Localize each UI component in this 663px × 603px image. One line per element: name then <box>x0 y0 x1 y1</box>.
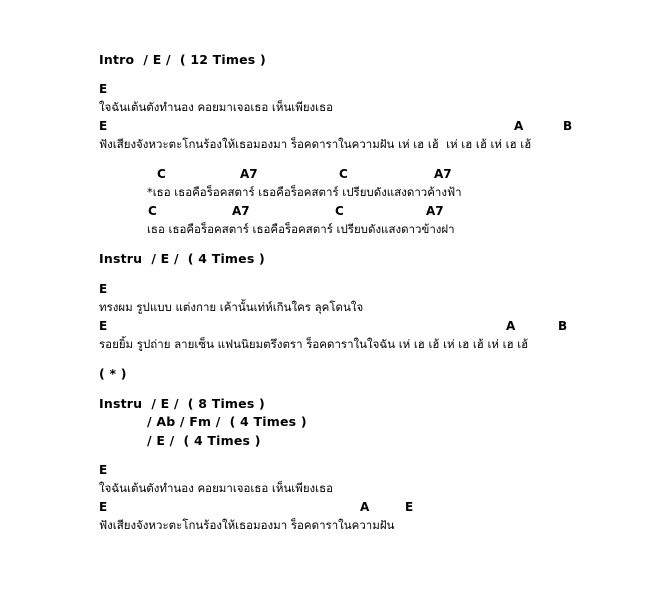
lyric-line: ทรงผม รูปแบบ แต่งกาย เค้านั้นเท่ห์เกินใคร ลุคโดนใจ <box>99 300 364 314</box>
chorus-chord: A7 <box>426 204 444 218</box>
chord-line: E <box>99 319 108 333</box>
lyric-line: ใจฉันเต้นตังทำนอง คอยมาเจอเธอ เห็นเพียงเธอ <box>99 481 334 495</box>
chord-a: A <box>360 500 370 514</box>
chorus-chord: C <box>148 204 157 218</box>
chorus-chord: A7 <box>434 167 452 181</box>
chord-b: B <box>558 319 568 333</box>
chorus-chord: C <box>339 167 348 181</box>
refrain-mark: ( * ) <box>99 366 127 381</box>
instrumental-line: / E / ( 4 Times ) <box>147 433 261 448</box>
instrumental-line: Instru / E / ( 8 Times ) <box>99 396 265 411</box>
chord-a: A <box>514 119 524 133</box>
lyric-line: ฟังเสียงจังหวะตะโกนร้องให้เธอมองมา ร็อคดาราในความฝัน เห่ เฮ เฮ้ เห่ เฮ เฮ้ เห่ เฮ เฮ้ <box>99 137 532 151</box>
chord-line: E <box>99 500 108 514</box>
chorus-chord: C <box>157 167 166 181</box>
lyric-line: ใจฉันเต้นตังทำนอง คอยมาเจอเธอ เห็นเพียงเธอ <box>99 100 334 114</box>
chorus-chord: A7 <box>232 204 250 218</box>
chord-line: E <box>99 282 108 296</box>
chord-a: A <box>506 319 516 333</box>
intro-line: Intro / E / ( 12 Times ) <box>99 52 266 67</box>
chorus-lyric: เธอ เธอคือร็อคสตาร์ เธอคือร็อคสตาร์ เปรียบดังแสงดาวข้างฝา <box>147 222 455 236</box>
chorus-chord: A7 <box>240 167 258 181</box>
chord-line: E <box>99 463 108 477</box>
chord-line: E <box>99 82 108 96</box>
chorus-chord: C <box>335 204 344 218</box>
lyric-line: รอยยิ้ม รูปถ่าย ลายเซ็น แฟนนิยมตรึงตรา ร็อคดาราในใจฉัน เห่ เฮ เฮ้ เห่ เฮ เฮ้ เห่ เฮ เฮ้ <box>99 337 529 351</box>
chorus-lyric: *เธอ เธอคือร็อคสตาร์ เธอคือร็อคสตาร์ เปรียบดังแสงดาวค้างฟ้า <box>147 185 462 199</box>
chord-b: B <box>563 119 573 133</box>
chord-e: E <box>405 500 414 514</box>
lyric-line: ฟังเสียงจังหวะตะโกนร้องให้เธอมองมา ร็อคดาราในความฝัน <box>99 518 395 532</box>
instrumental-line: / Ab / Fm / ( 4 Times ) <box>147 414 307 429</box>
instrumental-line: Instru / E / ( 4 Times ) <box>99 251 265 266</box>
chord-line: E <box>99 119 108 133</box>
